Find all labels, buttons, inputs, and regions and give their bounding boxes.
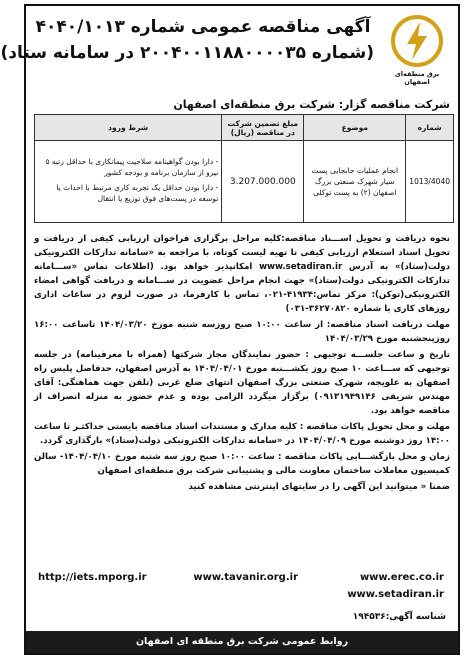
title-line-2: (شماره ۲۰۰۴۰۰۱۱۸۸۰۰۰۰۳۵ در سامانه ستاد) (0, 43, 374, 63)
header-subject: موضوع (304, 115, 406, 141)
notice-body (34, 232, 450, 496)
submission-deadline-paragraph: مهلت و محل تحویل پاکات مناقصه : کلیه مدارک و مستندات اسناد مناقصه بایستی حداکثـر تا ساعت ۱۴:۰۰ روز دوشنبه مورخ ۱۴۰۴/۰۴/۰۹ در «سامانه تدارکات الکترونیکی دولت(ستاد)» بارگذاری گردد. (34, 422, 450, 446)
header-conditions: شرط ورود (35, 115, 222, 141)
organizer-line: شرکت مناقصه گزار: شرکت برق منطقه‌ای اصفهان (173, 98, 450, 111)
opening-session-paragraph: زمان و محل بازگشـــایی پاکات مناقصه : ساعت ۱۰:۰۰ صبح روز سه شنبه مورخ ۱۴۰۴/۰۴/۱۰- سالن کمیسیون معاملات ساختمان معاونت مالی و پشتیبانی شرکت برق منطقه‌ای اصفهان (34, 452, 450, 476)
website-links (36, 572, 448, 602)
table-header-row (35, 115, 454, 141)
link-tavanir[interactable]: www.tavanir.org.ir (193, 572, 298, 583)
notice-title (0, 14, 374, 66)
logo-caption: برق منطقه‌ای اصفهان (394, 70, 440, 86)
cell-subject: انجام عملیات جابجایی پست سیار شهرک صنعتی بزرگ اصفهان (۲) به پست توکلی (304, 141, 406, 223)
link-iets[interactable]: http://iets.mporg.ir (38, 572, 147, 583)
link-setadiran[interactable]: www.setadiran.ir (347, 589, 444, 600)
briefing-session-paragraph: تاریخ و ساعت جلســـه توجیهی : حضور نمایندگان مجاز شرکتها (همراه با معرفینامه) در جلسه توجیهی که ســـاعت ۱۰ صبح روز یکشـــنبه مورخ ۱۴۰۴/۰۴/۰۱ به آدرس اصفهان، حدفاصل پلیس راه اصفهان به علویجه، شهرک صنعتی بزرگ اصفهان انتهای ضلع غربی (تلفن جهت هماهنگی: آقای مهندس شریفی ۰۹۱۳۱۹۴۹۱۴۶) برگزار میگردد الزامی بوده و عدم حضور به منزله انصراف از مناقصه خواهد بود. (34, 350, 450, 416)
condition-item: - دارا بودن حداقل یک تجربه کاری مرتبط با احداث یا توسعه در پست‌های فوق توزیع یا انتقال (56, 182, 219, 203)
header-guarantee: مبلغ تضمین شرکت در مناقصه (ریال) (222, 115, 304, 141)
condition-item: - دارا بودن گواهینامه صلاحیت پیمانکاری با حداقل رتبه ۵ نیرو از سازمان برنامه و بودجه کشور (45, 156, 219, 177)
link-erec[interactable]: www.erec.co.ir (359, 572, 444, 583)
cell-number: 1013/4040 (406, 141, 454, 223)
websites-note: ضمنا « میتوانید این آگهی را در سایتهای اینترنتی مشاهده کنید (188, 482, 450, 492)
lightning-bolt-icon (390, 14, 444, 68)
document-retrieval-paragraph: نحوه دریافت و تحویل اســـناد مناقصه:کلیه مراحل برگزاری فراخوان ارزیابی کیفی از دریافت و تحویل اسناد استعلام ارزیابی کیفی تا تهیه لیست کوتاه، با مراجعه به «سامانه تدارکات الکترونیکی دولت(ستاد)» به آدرس www.setadiran.ir امکانپذیر خواهد بود. (اطلاعات تماس «ســـامانه تدارکات الکترونیکی دولت(ستاد)» جهت انجام مراحل عضویت در ســـامانه و دریافت گواهی امضاء الکترونیکی(توکن): مرکز تماس:۴۱۹۳۴-۰۲۱، تماس با کارفرما، در صورت لزوم در ساعات اداری روزهای کاری با شماره ۳۶۲۷۰۸۲۰-۰۳۱) (34, 234, 450, 314)
title-line-1: آگهی مناقصه عمومی شماره ۴۰۴۰/۱۰۱۳ (35, 17, 371, 37)
header-number: شماره (406, 115, 454, 141)
cell-guarantee: 3.207.000.000 (222, 141, 304, 223)
notice-header (0, 8, 456, 94)
retrieval-deadline-paragraph: مهلت دریافت اسناد مناقصه: از ساعت ۱۰:۰۰ صبح روزسه شنبه مورخ ۱۴۰۴/۰۳/۲۰ تاساعت ۱۶:۰۰ روزپنجشنبه مورخ ۱۴۰۴/۰۳/۲۹ (34, 320, 450, 344)
footer-banner: روابط عمومی شرکت برق منطقه ای اصفهان (26, 631, 458, 653)
cell-conditions (35, 141, 222, 223)
table-row (35, 141, 454, 223)
ad-id: شناسه آگهی:۱۹۴۵۳۶ (352, 612, 446, 622)
tender-notice (0, 4, 460, 655)
tender-table (34, 114, 454, 223)
company-logo (382, 14, 452, 88)
